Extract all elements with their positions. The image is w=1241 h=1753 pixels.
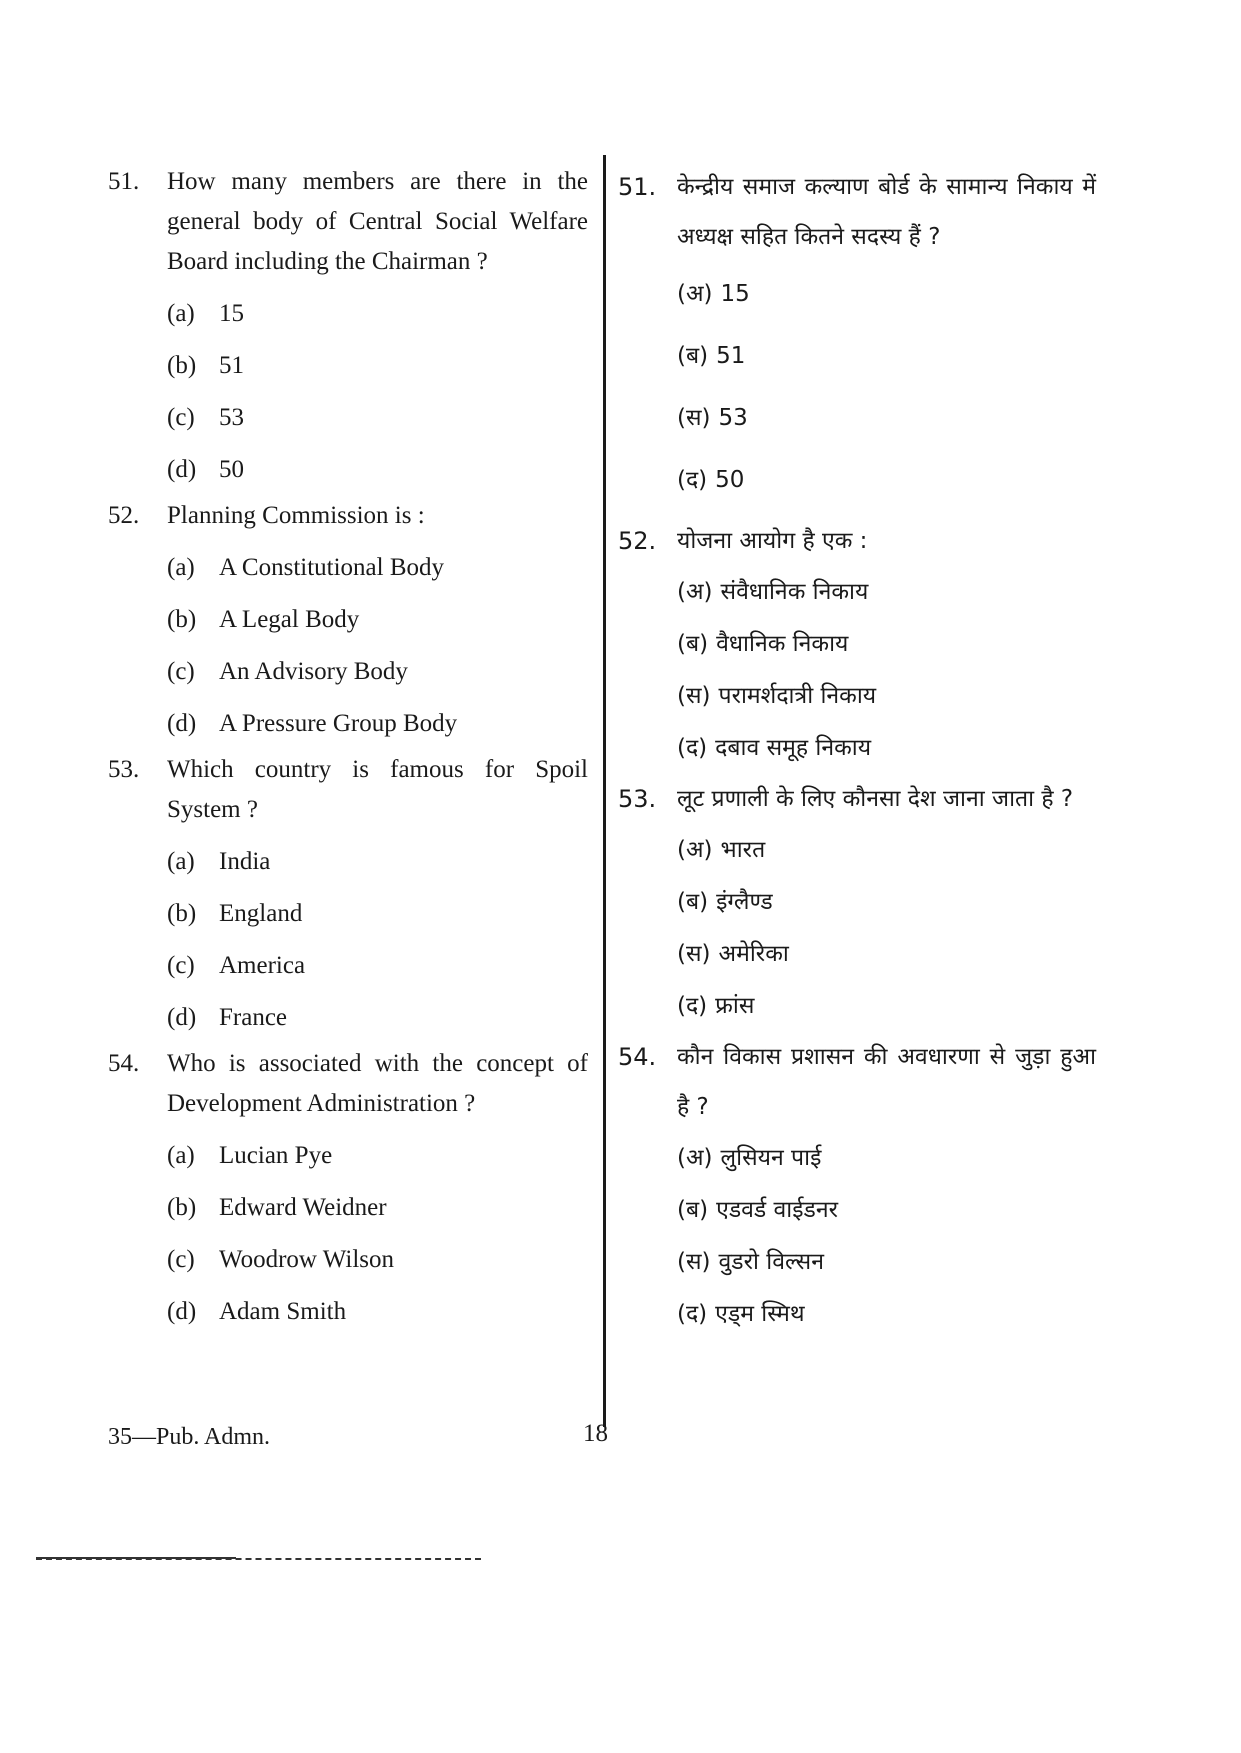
option-d	[677, 980, 1096, 1032]
option-label: (अ)	[677, 837, 713, 863]
option-d	[677, 454, 1096, 516]
option-text: भारत	[720, 837, 766, 863]
option-a	[677, 1132, 1096, 1184]
options-list	[167, 542, 588, 750]
option-d	[167, 444, 588, 496]
question-text: योजना आयोग है एक :	[677, 528, 868, 554]
option-text: अमेरिका	[718, 941, 789, 967]
option-label: (स)	[677, 1249, 711, 1275]
option-d	[167, 992, 588, 1044]
option-label: (a)	[167, 848, 195, 875]
option-label: (c)	[167, 404, 195, 431]
question-number: 54.	[618, 1043, 657, 1071]
option-label: (स)	[677, 405, 711, 431]
option-label: (b)	[167, 606, 197, 633]
option-c	[167, 940, 588, 992]
option-label: (ब)	[677, 343, 709, 369]
option-label: (b)	[167, 352, 197, 379]
options-list	[677, 1132, 1096, 1340]
option-b	[677, 618, 1096, 670]
option-text: एड्म स्मिथ	[715, 1301, 805, 1327]
option-label: (a)	[167, 554, 195, 581]
option-c	[677, 1236, 1096, 1288]
option-b	[677, 876, 1096, 928]
bottom-rule-solid	[36, 1557, 236, 1559]
page-number: 18	[583, 1420, 608, 1447]
option-label: (b)	[167, 900, 197, 927]
question-number: 51.	[108, 168, 140, 195]
question-text: केन्द्रीय समाज कल्याण बोर्ड के सामान्य निकाय में अध्यक्ष सहित कितने सदस्य हैं ?	[677, 174, 1096, 250]
option-text: America	[219, 952, 306, 979]
option-text: वैधानिक निकाय	[716, 631, 849, 657]
question-54-en	[108, 1044, 588, 1338]
option-text: A Pressure Group Body	[219, 710, 458, 737]
question-text: लूट प्रणाली के लिए कौनसा देश जाना जाता है ?	[677, 786, 1074, 812]
option-a	[677, 824, 1096, 876]
option-text: A Constitutional Body	[219, 554, 445, 581]
question-text: Which country is famous for Spoil System ?	[167, 756, 588, 823]
option-a	[167, 836, 588, 888]
question-number: 53.	[618, 785, 657, 813]
column-divider	[603, 155, 606, 1427]
option-label: (द)	[677, 993, 708, 1019]
option-label: (द)	[677, 1301, 708, 1327]
option-text: England	[219, 900, 303, 927]
option-label: (स)	[677, 683, 711, 709]
option-text: Adam Smith	[219, 1298, 347, 1325]
option-b	[167, 340, 588, 392]
question-number: 53.	[108, 756, 140, 783]
question-53-en	[108, 750, 588, 1044]
question-number: 52.	[618, 527, 657, 555]
option-c	[677, 392, 1096, 454]
option-text: एडवर्ड वाईडनर	[716, 1197, 839, 1223]
question-51-en	[108, 162, 588, 496]
option-label: (a)	[167, 300, 195, 327]
option-text: An Advisory Body	[219, 658, 408, 685]
option-text: 50	[715, 467, 745, 493]
option-label: (ब)	[677, 1197, 709, 1223]
option-d	[677, 722, 1096, 774]
options-list	[677, 824, 1096, 1032]
option-text: लुसियन पाई	[720, 1145, 822, 1171]
option-a	[167, 288, 588, 340]
option-text: 51	[716, 343, 746, 369]
option-label: (b)	[167, 1194, 197, 1221]
option-b	[167, 1182, 588, 1234]
option-text: 50	[219, 456, 244, 483]
option-a	[167, 1130, 588, 1182]
question-52-hi	[618, 516, 1096, 774]
option-label: (c)	[167, 952, 195, 979]
option-label: (d)	[167, 710, 197, 737]
question-51-hi	[618, 162, 1096, 516]
option-d	[167, 698, 588, 750]
option-label: (c)	[167, 658, 195, 685]
options-list	[167, 1130, 588, 1338]
option-a	[677, 268, 1096, 330]
option-c	[677, 928, 1096, 980]
option-c	[167, 646, 588, 698]
option-a	[677, 566, 1096, 618]
option-text: 15	[720, 281, 750, 307]
option-text: फ्रांस	[715, 993, 755, 1019]
option-label: (अ)	[677, 1145, 713, 1171]
question-text: Planning Commission is :	[167, 502, 425, 529]
question-53-hi	[618, 774, 1096, 1032]
question-text: How many members are there in the general body of Central Social Welfare Board including the Chairman ?	[167, 168, 588, 275]
option-label: (स)	[677, 941, 711, 967]
question-text: Who is associated with the concept of Development Administration ?	[167, 1050, 588, 1117]
option-b	[167, 888, 588, 940]
option-text: France	[219, 1004, 288, 1031]
option-b	[677, 1184, 1096, 1236]
option-d	[677, 1288, 1096, 1340]
options-list	[167, 836, 588, 1044]
option-text: दबाव समूह निकाय	[715, 735, 872, 761]
option-d	[167, 1286, 588, 1338]
option-text: 51	[219, 352, 244, 379]
option-text: Lucian Pye	[219, 1142, 333, 1169]
question-text: कौन विकास प्रशासन की अवधारणा से जुड़ा हुआ है ?	[677, 1044, 1096, 1120]
option-c	[677, 670, 1096, 722]
option-text: वुडरो विल्सन	[718, 1249, 824, 1275]
option-text: Woodrow Wilson	[219, 1246, 394, 1273]
hindi-column	[618, 162, 1096, 1340]
option-label: (d)	[167, 456, 197, 483]
english-column	[108, 162, 588, 1338]
options-list	[677, 268, 1096, 516]
option-c	[167, 1234, 588, 1286]
option-label: (d)	[167, 1298, 197, 1325]
option-label: (c)	[167, 1246, 195, 1273]
option-label: (अ)	[677, 579, 713, 605]
question-number: 54.	[108, 1050, 140, 1077]
option-label: (द)	[677, 735, 708, 761]
option-label: (द)	[677, 467, 708, 493]
option-label: (ब)	[677, 631, 709, 657]
option-label: (a)	[167, 1142, 195, 1169]
option-label: (अ)	[677, 281, 713, 307]
question-number: 51.	[618, 173, 657, 201]
option-label: (ब)	[677, 889, 709, 915]
options-list	[167, 288, 588, 496]
option-b	[677, 330, 1096, 392]
question-52-en	[108, 496, 588, 750]
option-b	[167, 594, 588, 646]
option-a	[167, 542, 588, 594]
option-c	[167, 392, 588, 444]
option-label: (d)	[167, 1004, 197, 1031]
option-text: Edward Weidner	[219, 1194, 387, 1221]
option-text: 53	[219, 404, 244, 431]
option-text: संवैधानिक निकाय	[720, 579, 869, 605]
option-text: इंग्लैण्ड	[716, 889, 773, 915]
question-54-hi	[618, 1032, 1096, 1340]
option-text: A Legal Body	[219, 606, 360, 633]
option-text: 15	[219, 300, 244, 327]
options-list	[677, 566, 1096, 774]
question-number: 52.	[108, 502, 140, 529]
option-text: 53	[718, 405, 748, 431]
option-text: India	[219, 848, 271, 875]
paper-code: 35—Pub. Admn.	[108, 1424, 271, 1450]
option-text: परामर्शदात्री निकाय	[718, 683, 877, 709]
